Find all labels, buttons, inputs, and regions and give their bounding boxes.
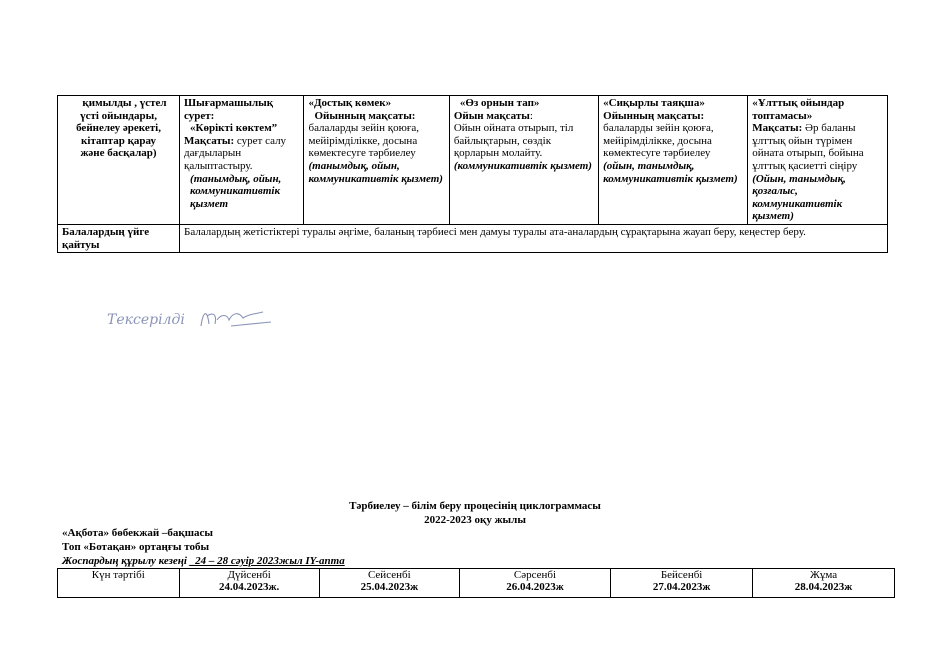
day-header: [459, 569, 610, 598]
aim-label: Мақсаты:: [752, 122, 803, 135]
aim-text: сурет салу дағдыларын қалыптастыру.: [184, 134, 287, 172]
signature-scribble: [201, 312, 271, 326]
day-date: 27.04.2023ж: [652, 581, 711, 593]
day-name: Жұма: [809, 569, 838, 581]
day-name: Сейсенбі: [367, 569, 411, 581]
game-aim: [752, 122, 883, 172]
thursday-game-cell: [599, 96, 748, 225]
aim-label: Ойынның мақсаты:: [314, 109, 416, 122]
group-name: Топ «Ботақан» ортаңғы тобы: [62, 541, 210, 553]
activity-table: [57, 95, 888, 253]
aim-text: Әр баланы ұлттық ойын түрімен ойната отырып, бойына ұлттық қасиетті сіңіру: [752, 122, 864, 172]
document-title: Тәрбиелеу – білім беру процесінің циклограммасы: [349, 500, 601, 512]
first-col-line: бейнелеу әрекеті,: [76, 122, 161, 135]
day-date: 25.04.2023ж: [360, 581, 419, 593]
day-name: Сәрсенбі: [513, 569, 557, 581]
aim-label: Мақсаты:: [184, 134, 235, 147]
tuesday-game-cell: [304, 96, 449, 225]
game-subtitle: «Көрікті көктем”: [190, 122, 278, 135]
activity-type: (танымдық, ойын, коммуникативтік қызмет: [190, 172, 282, 210]
activity-type: (танымдық, ойын, коммуникативтік қызмет): [308, 159, 443, 185]
day-header: [611, 569, 753, 598]
aim-text: балаларды зейін қоюға, мейірімділікке, досына көмектесуге тәрбиелеу: [603, 122, 714, 160]
first-col-line: және басқалар): [80, 147, 157, 160]
first-col-line: үсті ойындары,: [80, 109, 157, 122]
signature-image: [103, 300, 283, 336]
game-aim: [184, 135, 299, 173]
activity-type: (ойын, танымдық, коммуникативтік қызмет): [603, 159, 738, 185]
day-header: [319, 569, 459, 598]
aim-label: Ойын мақсаты: [453, 109, 530, 122]
day-date: 24.04.2023ж.: [219, 581, 280, 593]
activity-type: (Ойын, танымдық, қозғалыс, коммуникативтік қызмет): [752, 172, 846, 223]
aim-text: балаларды зейін қоюға, мейірімділікке, досына көмектесуге тәрбиелеу: [308, 122, 420, 160]
table-row: [58, 224, 888, 252]
first-col-cell: [58, 96, 180, 225]
first-col-line: кітаптар қарау: [81, 134, 156, 147]
table-row: [58, 96, 888, 225]
schedule-table: [57, 568, 895, 598]
day-date: 28.04.2023ж: [794, 581, 853, 593]
aim-label: Ойынның мақсаты:: [603, 109, 705, 122]
day-header: [753, 569, 895, 598]
activity-type: (коммуникативтік қызмет): [453, 159, 592, 172]
game-title: Шығармашылық сурет:: [184, 97, 274, 122]
game-title: «Өз орнын тап»: [459, 97, 540, 109]
aim-text: Ойын ойната отырып, тіл байлықтарын, сөздік қорларын молайту.: [453, 122, 574, 160]
game-title: «Достық көмек»: [308, 97, 392, 109]
period-label: Жоспардың құрылу кезеңі: [62, 555, 190, 567]
return-home-label: Балалардың үйге қайтуы: [58, 224, 180, 252]
day-name: Дүйсенбі: [227, 569, 271, 581]
planning-period: [62, 555, 345, 568]
monday-game-cell: [180, 96, 304, 225]
table-row: [58, 569, 895, 598]
routine-header: Күн тәртібі: [58, 569, 180, 598]
friday-game-cell: [748, 96, 888, 225]
day-date: 26.04.2023ж: [506, 581, 564, 593]
wednesday-game-cell: [449, 96, 598, 225]
day-name: Бейсенбі: [660, 569, 703, 581]
first-col-line: қимылды , үстел: [82, 97, 167, 109]
day-header: [179, 569, 319, 598]
kindergarten-name: «Ақбота» бөбекжай –бақшасы: [62, 527, 214, 539]
game-title: «Сиқырлы таяқша»: [603, 97, 705, 109]
game-aim: Ойын мақсаты:: [453, 109, 533, 122]
academic-year: 2022-2023 оқу жылы: [424, 514, 526, 526]
signature-text: Тексерілді: [107, 312, 185, 328]
return-home-text: Балалардың жетістіктері туралы әңгіме, баланың тәрбиесі мен дамуы туралы ата-аналардың сұрақтарына жауап беру, кеңестер беру.: [180, 224, 888, 252]
period-value: _24 – 28 сәуір 2023жыл IY-апта: [189, 555, 345, 567]
game-title: «Ұлттық ойындар топтамасы»: [752, 97, 845, 122]
